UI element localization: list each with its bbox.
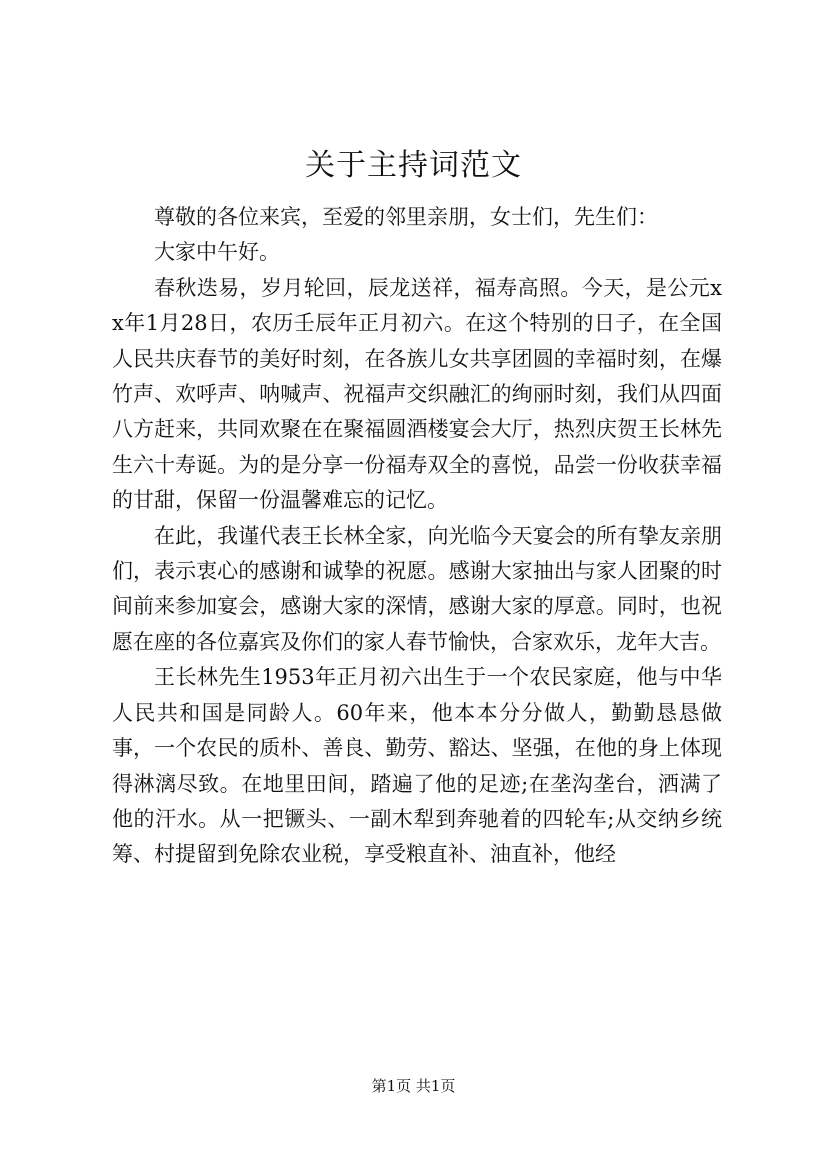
paragraph-greeting: 大家中午好。: [154, 240, 280, 265]
document-body: [112, 200, 722, 873]
paragraph-opening: 春秋迭易，岁月轮回，辰龙送祥，福寿高照。今天，是公元xx年1月28日，农历壬辰年正月初六。在这个特别的日子，在全国人民共庆春节的美好时刻，在各族儿女共享团圆的幸福时刻，在爆竹声、欢呼声、呐喊声、祝福声交织融汇的绚丽时刻，我们从四面八方赶来，共同欢聚在在聚福圆酒楼宴会大厅，热烈庆贺王长林先生六十寿诞。为的是分享一份福寿双全的喜悦，品尝一份收获幸福的甘甜，保留一份温馨难忘的记忆。: [112, 275, 722, 513]
paragraph-salutation: 尊敬的各位来宾，至爱的邻里亲朋，女士们，先生们：: [154, 205, 658, 229]
page-footer: 第1页 共1页: [371, 1077, 456, 1095]
paragraph-thanks: 在此，我谨代表王长林全家，向光临今天宴会的所有挚友亲朋们，表示衷心的感谢和诚挚的祝愿。感谢大家抽出与家人团聚的时间前来参加宴会，感谢大家的深情，感谢大家的厚意。同时，也祝愿在座的各位嘉宾及你们的家人春节愉快，合家欢乐，龙年大吉。: [112, 523, 722, 654]
document-title: 关于主持词范文: [305, 148, 522, 183]
paragraph-biography: 王长林先生1953年正月初六出生于一个农民家庭，他与中华人民共和国是同龄人。60年来，他本本分分做人，勤勤恳恳做事，一个农民的质朴、善良、勤劳、豁达、坚强，在他的身上体现得淋漓尽致。在地里田间，踏遍了他的足迹;在垄沟垄台，洒满了他的汗水。从一把镢头、一副木犁到奔驰着的四轮车;从交纳乡统筹、村提留到免除农业税，享受粮直补、油直补，他经: [112, 665, 722, 867]
